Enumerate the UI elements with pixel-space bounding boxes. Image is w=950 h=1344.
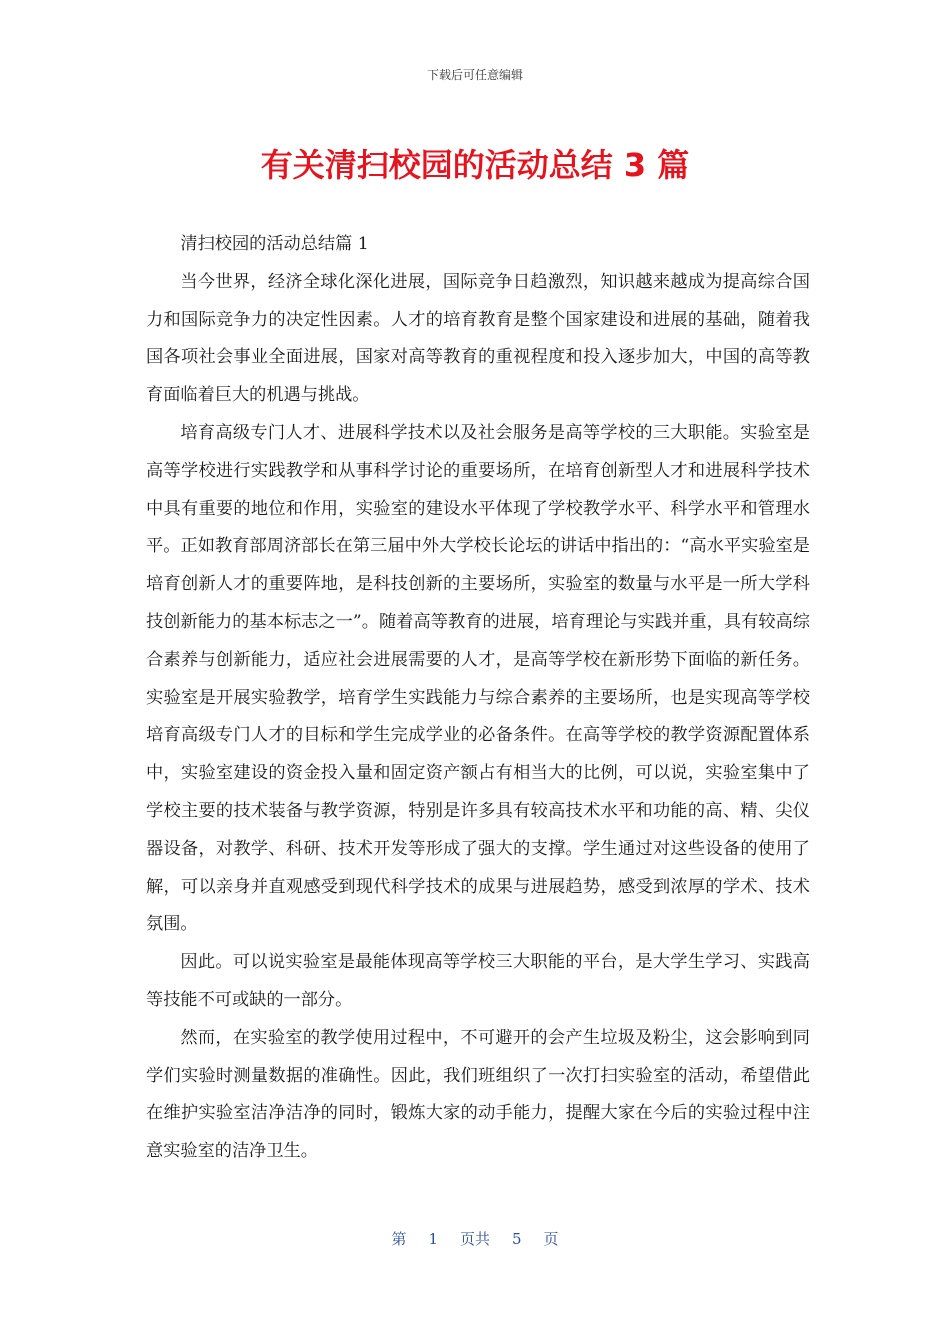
page-footer [0,1228,950,1249]
document-body [146,226,810,1171]
subheading: 清扫校园的活动总结篇 1 [180,234,369,254]
paragraph-2: 培育高级专门人才、进展科学技术以及社会服务是高等学校的三大职能。实验室是高等学校进行实践教学和从事科学讨论的重要场所，在培育创新型人才和进展科学技术中具有重要的地位和作用，实验室的建设水平体现了学校教学水平、科学水平和管理水平。正如教育部周济部长在第三届中外大学校长论坛的讲话中指出的：“高水平实验室是培育创新人才的重要阵地，是科技创新的主要场所，实验室的数量与水平是一所大学科技创新能力的基本标志之一”。随着高等教育的进展，培育理论与实践并重，具有较高综合素养与创新能力，适应社会进展需要的人才，是高等学校在新形势下面临的新任务。实验室是开展实验教学，培育学生实践能力与综合素养的主要场所，也是实现高等学校培育高级专门人才的目标和学生完成学业的必备条件。在高等学校的教学资源配置体系中，实验室建设的资金投入量和固定资产额占有相当大的比例，可以说，实验室集中了学校主要的技术装备与教学资源，特别是许多具有较高技术水平和功能的高、精、尖仪器设备，对教学、科研、技术开发等形成了强大的支撑。学生通过对这些设备的使用了解，可以亲身并直观感受到现代科学技术的成果与进展趋势，感受到浓厚的学术、技术氛围。 [146,422,810,935]
footer-prefix: 第 [391,1230,407,1248]
paragraph-3: 因此。可以说实验室是最能体现高等学校三大职能的平台，是大学生学习、实践高等技能不可或缺的一部分。 [146,952,810,1010]
paragraph-1: 当今世界，经济全球化深化进展，国际竞争日趋激烈，知识越来越成为提高综合国力和国际竞争力的决定性因素。人才的培育教育是整个国家建设和进展的基础，随着我国各项社会事业全面进展，国家对高等教育的重视程度和投入逐步加大，中国的高等教育面临着巨大的机遇与挑战。 [146,271,810,406]
footer-current-page: 1 [428,1230,438,1248]
paragraph-4: 然而，在实验室的教学使用过程中，不可避开的会产生垃圾及粉尘，这会影响到同学们实验时测量数据的准确性。因此，我们班组织了一次打扫实验室的活动，希望借此在维护实验室洁净洁净的同时，锻炼大家的动手能力，提醒大家在今后的实验过程中注意实验室的洁净卫生。 [146,1027,810,1162]
document-title: 有关清扫校园的活动总结 3 篇 [260,146,690,184]
footer-middle: 页共 [459,1230,490,1248]
header-note: 下载后可任意编辑 [426,68,523,82]
footer-total-pages: 5 [512,1230,522,1248]
footer-suffix: 页 [543,1230,559,1248]
